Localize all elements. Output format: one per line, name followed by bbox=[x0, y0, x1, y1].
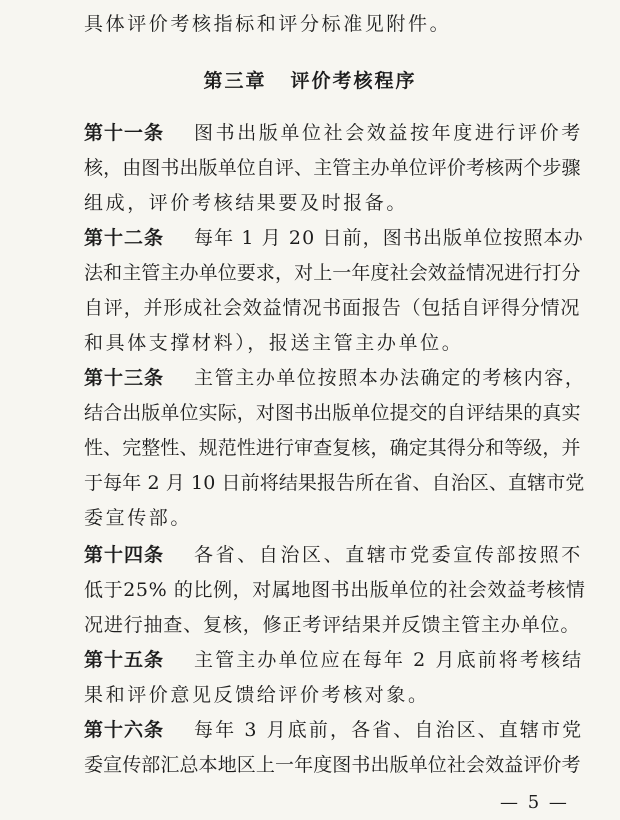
article-16-text-1: 每年 3 月底前，各省、自治区、直辖市党 bbox=[194, 719, 584, 741]
chapter-heading bbox=[0, 66, 620, 93]
article-14-line-3: 况进行抽查、复核，修正考评结果并反馈主管主办单位。 bbox=[84, 614, 581, 636]
article-14-line-2: 低于25% 的比例，对属地图书出版单位的社会效益考核情 bbox=[84, 579, 586, 601]
article-11-text-1: 图书出版单位社会效益按年度进行评价考 bbox=[194, 122, 583, 144]
article-13-line-3: 性、完整性、规范性进行审查复核，确定其得分和等级，并 bbox=[84, 437, 581, 459]
article-12-line-2: 法和主管主办单位要求，对上一年度社会效益情况进行打分 bbox=[84, 262, 581, 284]
article-14-line-1 bbox=[84, 543, 583, 567]
article-11-line-1 bbox=[84, 121, 583, 145]
article-14-text-1: 各省、自治区、直辖市党委宣传部按照不 bbox=[194, 544, 583, 566]
chapter-number: 第三章 bbox=[203, 70, 267, 92]
article-11-line-2: 核，由图书出版单位自评、主管主办单位评价考核两个步骤 bbox=[84, 157, 581, 179]
article-11-line-3: 组成，评价考核结果要及时报备。 bbox=[84, 192, 409, 214]
page-number: — 5 — bbox=[500, 792, 569, 813]
article-12-text-1: 每年 1 月 20 日前，图书出版单位按照本办 bbox=[194, 227, 584, 249]
article-12-line-3: 自评，并形成社会效益情况书面报告（包括自评得分情况 bbox=[84, 297, 581, 319]
article-16-line-1 bbox=[84, 718, 583, 742]
article-12-line-4: 和具体支撑材料），报送主管主办单位。 bbox=[84, 332, 464, 354]
article-13-line-5: 委宣传部。 bbox=[84, 507, 193, 529]
article-13-line-4: 于每年 2 月 10 日前将结果报告所在省、自治区、直辖市党 bbox=[84, 472, 585, 494]
article-12-line-1 bbox=[84, 226, 584, 250]
article-16-label: 第十六条 bbox=[84, 719, 165, 741]
article-12-label: 第十二条 bbox=[84, 227, 165, 249]
article-15-text-1: 主管主办单位应在每年 2 月底前将考核结 bbox=[194, 649, 584, 671]
article-14-label: 第十四条 bbox=[84, 544, 165, 566]
article-13-line-1 bbox=[84, 366, 585, 390]
article-15-label: 第十五条 bbox=[84, 649, 165, 671]
article-15-line-2: 果和评价意见反馈给评价考核对象。 bbox=[84, 684, 430, 706]
article-13-text-1: 主管主办单位按照本办法确定的考核内容， bbox=[194, 367, 586, 389]
article-15-line-1 bbox=[84, 648, 583, 672]
top-line: 具体评价考核指标和评分标准见附件。 bbox=[84, 13, 452, 35]
article-16-line-2: 委宣传部汇总本地区上一年度图书出版单位社会效益评价考 bbox=[84, 754, 581, 776]
chapter-title: 评价考核程序 bbox=[290, 70, 417, 92]
article-11-label: 第十一条 bbox=[84, 122, 165, 144]
article-13-line-2: 结合出版单位实际，对图书出版单位提交的自评结果的真实 bbox=[84, 402, 581, 424]
article-13-label: 第十三条 bbox=[84, 367, 165, 389]
